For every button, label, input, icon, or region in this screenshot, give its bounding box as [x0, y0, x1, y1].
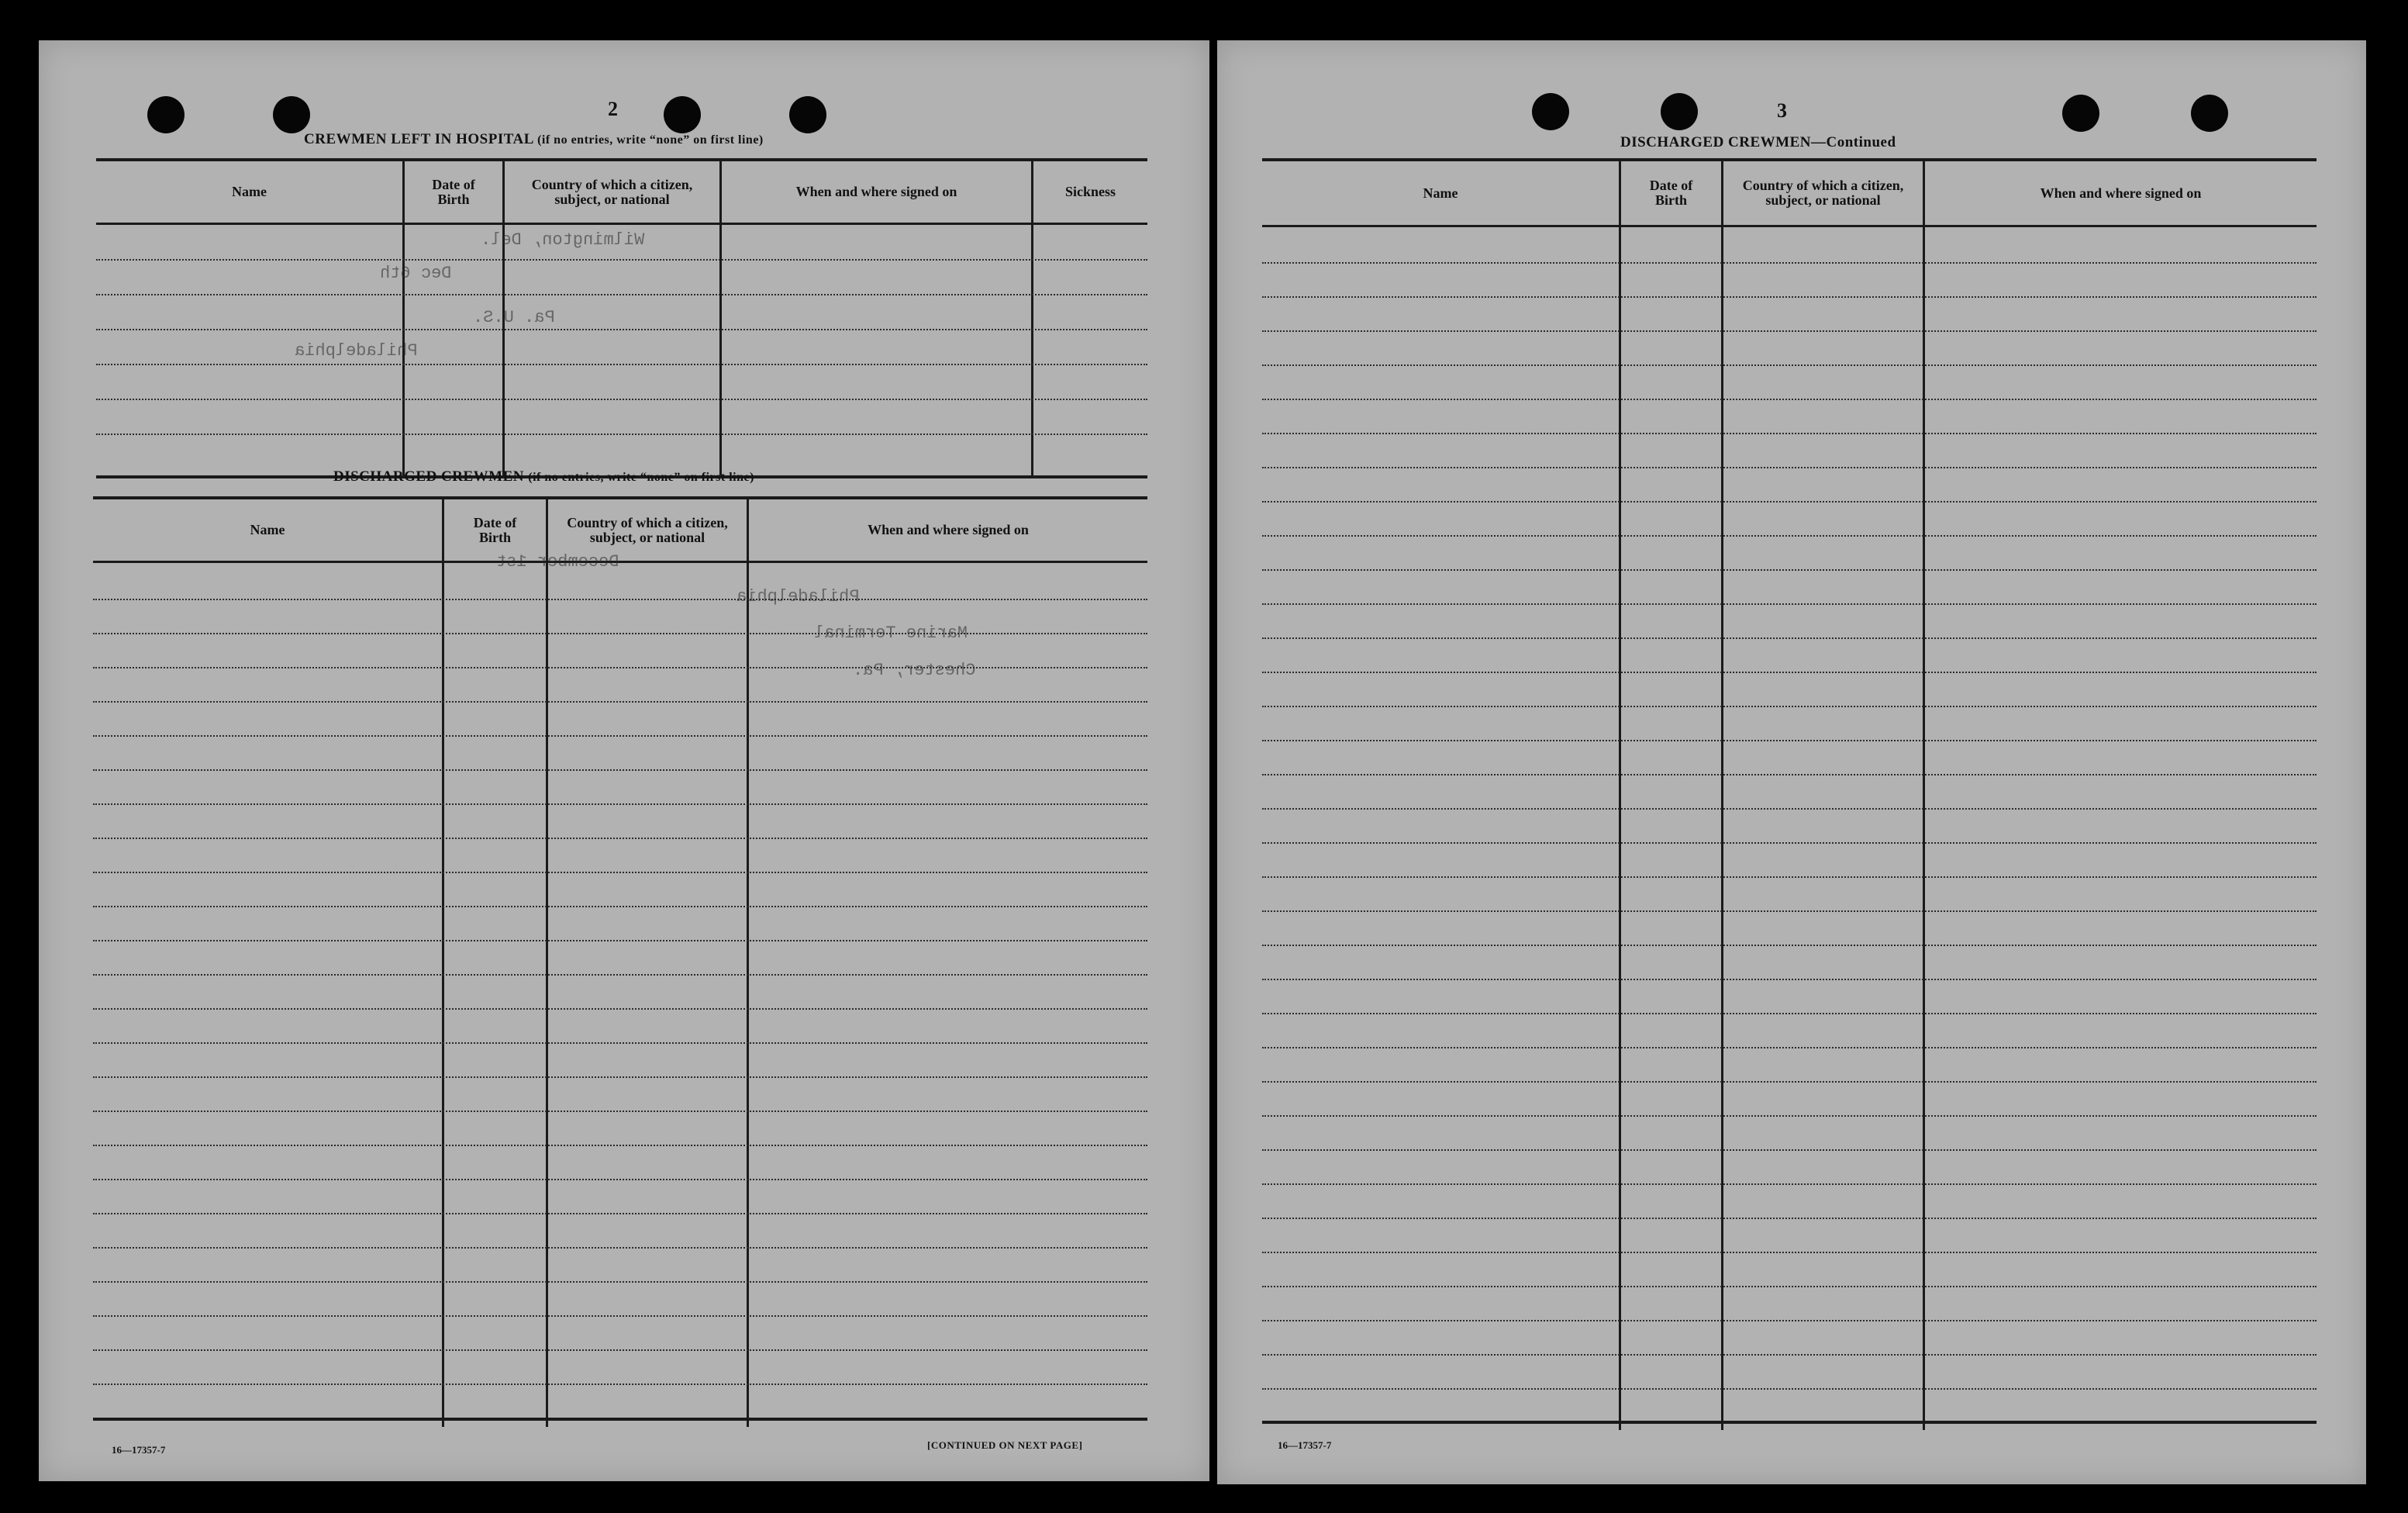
discharged-title-text: DISCHARGED CREWMEN	[333, 468, 524, 485]
form-number: 16—17357-7	[112, 1444, 166, 1456]
hospital-section-title	[304, 131, 764, 148]
hospital-col-signed-on: When and where signed on	[795, 184, 957, 199]
discharged-col-dob: Date of Birth	[473, 514, 517, 545]
hospital-instruction: (if no entries, write “none” on first line)	[537, 133, 764, 147]
discharged-col-name: Name	[1423, 185, 1458, 201]
bleed-through-text: Dec 6th	[380, 264, 452, 283]
punch-hole	[273, 96, 310, 133]
discharged-col-name: Name	[250, 522, 285, 537]
punch-hole	[664, 96, 701, 133]
discharged-col-dob: Date of Birth	[1649, 178, 1693, 208]
left-page	[39, 40, 1209, 1481]
hospital-col-country: Country of which a citizen, subject, or national	[531, 176, 693, 207]
bleed-through-text: Philadelphia	[295, 341, 418, 361]
hospital-col-sickness: Sickness	[1064, 184, 1116, 199]
punch-hole	[1661, 93, 1698, 130]
page-number: 2	[608, 98, 618, 120]
continued-note: [CONTINUED ON NEXT PAGE]	[927, 1439, 1083, 1451]
hospital-col-name: Name	[232, 184, 267, 199]
bleed-through-text: December 1st	[496, 552, 619, 572]
discharged-col-signed-on: When and where signed on	[2040, 185, 2202, 201]
bleed-through-text: Philadelphia	[737, 587, 860, 606]
bleed-through-text: Pa. U.S.	[473, 308, 555, 327]
punch-hole	[147, 96, 185, 133]
discharged-col-country: Country of which a citizen, subject, or national	[567, 514, 728, 545]
punch-hole	[1532, 93, 1569, 130]
discharged-table	[93, 496, 1147, 1427]
discharged-continued-table	[1262, 158, 2317, 1430]
discharged-instruction: (if no entries, write “none” on first line)	[528, 471, 754, 484]
bleed-through-text: Chester, Pa.	[853, 661, 976, 680]
punch-hole	[789, 96, 826, 133]
discharged-col-country: Country of which a citizen, subject, or national	[1742, 178, 1904, 208]
discharged-continued-title: DISCHARGED CREWMEN—Continued	[1620, 134, 1896, 150]
page-number: 3	[1777, 99, 1787, 122]
bleed-through-text: Wilmington, Del.	[481, 230, 645, 250]
bleed-through-text: Marine Terminal	[814, 624, 968, 643]
right-page	[1217, 40, 2366, 1484]
punch-hole	[2191, 95, 2228, 132]
discharged-col-signed-on: When and where signed on	[868, 522, 1029, 537]
discharged-section-title	[333, 468, 754, 485]
hospital-table	[96, 158, 1147, 478]
hospital-title-text: CREWMEN LEFT IN HOSPITAL	[304, 131, 533, 147]
punch-hole	[2062, 95, 2099, 132]
form-number: 16—17357-7	[1278, 1439, 1332, 1451]
hospital-col-dob: Date of Birth	[432, 176, 475, 207]
